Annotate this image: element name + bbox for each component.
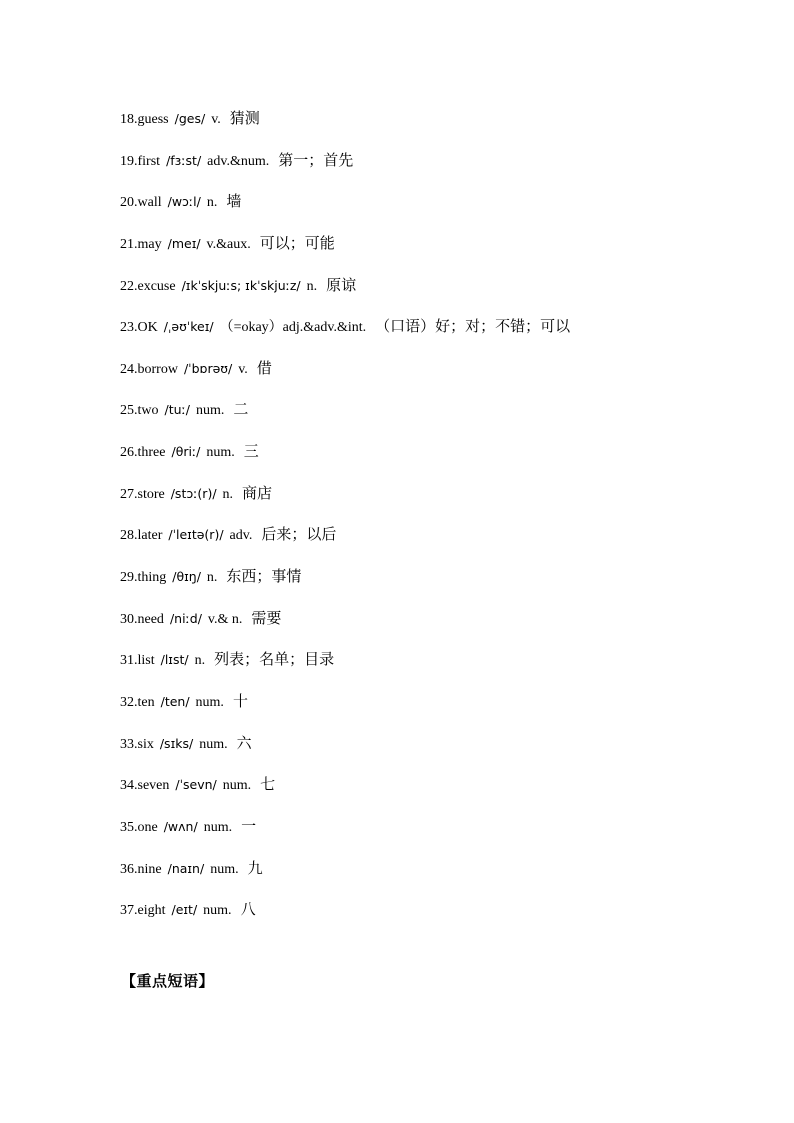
- vocab-word: 31.list: [120, 653, 155, 669]
- vocab-part-of-speech: adv.&num.: [207, 153, 270, 169]
- vocab-phonetic: /lɪst/: [160, 652, 189, 668]
- vocab-word: 32.ten: [120, 694, 155, 710]
- vocab-word: 20.wall: [120, 195, 162, 211]
- vocab-part-of-speech: adv.: [229, 528, 253, 544]
- vocab-entry: [120, 774, 760, 816]
- vocab-meaning: 列表；名单；目录: [214, 650, 335, 669]
- vocab-phonetic: /niːd/: [169, 610, 202, 626]
- vocab-entry: [120, 691, 760, 733]
- vocab-meaning: 三: [243, 442, 259, 461]
- vocab-phonetic: /wʌn/: [163, 818, 198, 834]
- vocab-word: 35.one: [120, 819, 158, 835]
- vocab-meaning: 猜测: [229, 109, 260, 127]
- vocab-meaning: 八: [240, 900, 256, 919]
- vocab-phonetic: /ˈbɒrəʊ/: [183, 360, 233, 376]
- vocab-meaning: （口语）好；对；不错；可以: [375, 317, 571, 336]
- vocab-phonetic: /θriː/: [171, 444, 201, 460]
- vocab-entry: [120, 441, 760, 483]
- vocab-word: 34.seven: [120, 778, 170, 794]
- vocab-phonetic: /stɔː(r)/: [170, 485, 217, 501]
- vocab-word: 18.guess: [120, 112, 169, 127]
- vocab-entry: [120, 399, 760, 441]
- vocab-meaning: 墙: [226, 192, 242, 211]
- vocab-word: 24.borrow: [120, 361, 178, 377]
- vocab-entry: [120, 524, 760, 566]
- vocab-word: 27.store: [120, 486, 165, 502]
- vocab-entry: [120, 108, 760, 150]
- vocab-part-of-speech: v.& n.: [207, 611, 243, 627]
- vocab-entry: [120, 858, 760, 900]
- vocab-meaning: 东西；事情: [226, 567, 302, 586]
- vocab-entry: [120, 899, 760, 941]
- vocab-part-of-speech: n.: [206, 570, 218, 586]
- vocab-word: 29.thing: [120, 570, 167, 586]
- vocab-phonetic: /ten/: [160, 693, 190, 709]
- vocab-part-of-speech: num.: [206, 445, 235, 461]
- vocab-meaning: 二: [233, 400, 249, 419]
- vocab-phonetic: /meɪ/: [167, 235, 201, 251]
- vocab-part-of-speech: num.: [222, 778, 252, 794]
- vocab-part-of-speech: v.: [238, 361, 248, 377]
- vocab-part-of-speech: v.&aux.: [206, 236, 251, 252]
- vocab-part-of-speech: num.: [203, 819, 233, 835]
- vocab-meaning: 可以；可能: [259, 233, 335, 252]
- vocab-entry: [120, 816, 760, 858]
- vocab-phonetic: /ˌəʊˈkeɪ/: [163, 319, 214, 335]
- vocab-phonetic: /tuː/: [164, 402, 190, 418]
- vocab-meaning: 需要: [251, 608, 282, 627]
- vocab-word: 28.later: [120, 528, 163, 544]
- vocab-phonetic: /eɪt/: [171, 902, 198, 918]
- vocab-meaning: 六: [236, 733, 252, 752]
- vocab-phonetic: /ɪkˈskjuːs; ɪkˈskjuːz/: [181, 277, 301, 293]
- vocab-part-of-speech: n.: [194, 653, 206, 669]
- vocab-word: 23.OK: [120, 320, 158, 336]
- vocab-entry: [120, 566, 760, 608]
- vocab-entry: [120, 733, 760, 775]
- vocab-phonetic: /ˈleɪtə(r)/: [168, 527, 224, 543]
- vocab-meaning: 借: [256, 358, 272, 377]
- vocab-entry: [120, 233, 760, 275]
- vocab-entry: [120, 358, 760, 400]
- vocab-word: 26.three: [120, 445, 166, 461]
- vocab-meaning: 一: [241, 816, 257, 835]
- vocab-phonetic: /θɪŋ/: [172, 569, 201, 585]
- vocabulary-list: [120, 108, 760, 941]
- section-heading-key-phrases: 【重点短语】: [121, 972, 215, 990]
- vocab-phonetic: /fɜːst/: [166, 152, 202, 168]
- vocab-entry: [120, 649, 760, 691]
- vocab-part-of-speech: num.: [199, 736, 228, 752]
- vocab-entry: [120, 275, 760, 317]
- vocab-meaning: 商店: [242, 483, 273, 502]
- vocab-word: 33.six: [120, 736, 154, 752]
- vocab-meaning: 七: [260, 775, 276, 794]
- vocab-part-of-speech: （=okay）adj.&adv.&int.: [219, 320, 367, 336]
- vocab-word: 36.nine: [120, 861, 162, 877]
- vocab-part-of-speech: num.: [210, 861, 239, 877]
- vocab-phonetic: /ˈsevn/: [175, 777, 217, 793]
- vocab-part-of-speech: num.: [195, 694, 224, 710]
- vocab-word: 19.first: [120, 153, 161, 169]
- vocab-part-of-speech: v.: [211, 112, 221, 127]
- vocab-part-of-speech: num.: [195, 403, 225, 419]
- vocab-phonetic: /ges/: [174, 111, 206, 126]
- vocab-part-of-speech: num.: [203, 903, 232, 919]
- vocab-word: 25.two: [120, 403, 159, 419]
- vocab-word: 30.need: [120, 611, 164, 627]
- vocab-word: 37.eight: [120, 903, 166, 919]
- vocab-meaning: 第一；首先: [278, 150, 354, 169]
- vocab-phonetic: /sɪks/: [159, 735, 194, 751]
- vocab-meaning: 原谅: [326, 275, 357, 294]
- vocab-entry: [120, 191, 760, 233]
- vocab-word: 22.excuse: [120, 278, 176, 294]
- vocab-entry: [120, 316, 760, 358]
- vocab-meaning: 九: [247, 858, 263, 877]
- vocab-part-of-speech: n.: [306, 278, 318, 294]
- vocab-entry: [120, 608, 760, 650]
- vocab-phonetic: /wɔːl/: [167, 194, 201, 210]
- vocab-meaning: 后来；以后: [261, 525, 337, 544]
- vocab-word: 21.may: [120, 236, 162, 252]
- vocab-part-of-speech: n.: [206, 195, 218, 211]
- vocab-part-of-speech: n.: [222, 486, 234, 502]
- vocab-entry: [120, 483, 760, 525]
- vocab-meaning: 十: [232, 691, 248, 710]
- vocab-phonetic: /naɪn/: [167, 860, 205, 876]
- vocab-entry: [120, 150, 760, 192]
